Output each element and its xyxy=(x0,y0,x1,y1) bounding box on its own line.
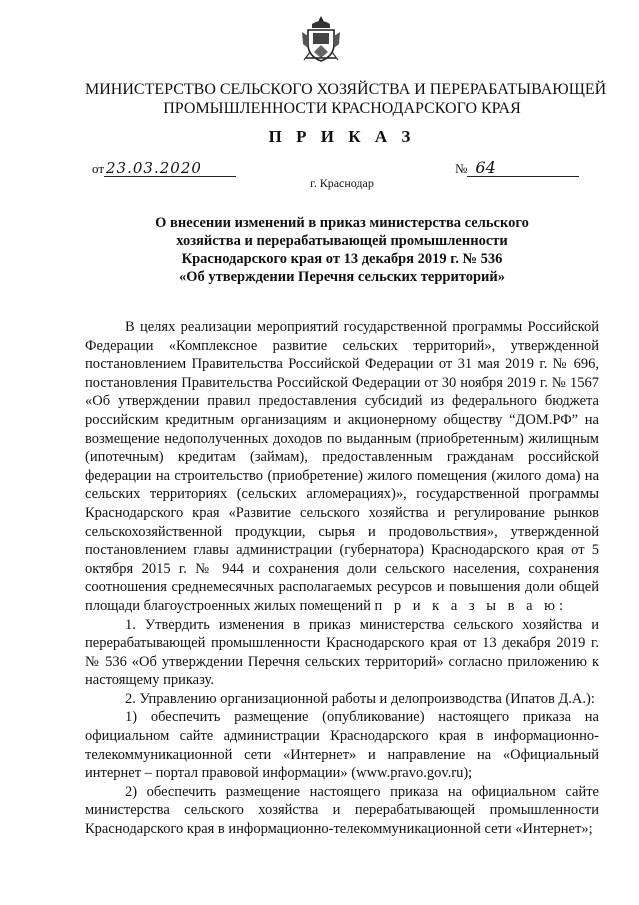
order-body xyxy=(85,318,599,839)
ministry-line-2: ПРОМЫШЛЕННОСТИ КРАСНОДАРСКОГО КРАЯ xyxy=(163,100,521,117)
item-2-2-paragraph: 2) обеспечить размещение настоящего приказа на официальном сайте министерства сельского хозяйства и перерабатывающей промышленности Краснодарского края в информационно-телекоммуникационной сети «Интернет»; xyxy=(85,783,599,838)
coat-of-arms-icon xyxy=(300,14,342,64)
preamble-text: В целях реализации мероприятий государственной программы Российской Федерации «Комплексное развитие сельских территорий», утвержденной постановлением Правительства Российской Федерации от 31 мая 2019 г. № 696, постановления Правительства Российской Федерации от 30 ноября 2019 г. № 1567 «Об утверждении правил предоставления субсидий из федерального бюджета российским кредитным организациям и акционерному обществу “ДОМ.РФ” на возмещение недополученных доходов по выданным (приобретенным) жилищным (ипотечным) кредитам (займам), предоставленным гражданам российской федерации на строительство (приобретение) жилого помещения (жилого дома) на сельских территориях (сельских агломерациях)», государственной программы Краснодарского края «Развитие сельского хозяйства и регулирование рынков сельскохозяйственной продукции, сырья и продовольствия», утвержденной постановлением главы администрации (губернатора) Краснодарского края от 5 октября 2015 г. № 944 и сохранения доли сельского населения, сохранения соотношения среднемесячных располагаемых ресурсов и повышения доли общей площади благоустроенных жилых помещений xyxy=(85,319,599,614)
date-value: 23.03.2020 xyxy=(104,160,236,177)
order-title: П Р И К А З xyxy=(268,127,416,146)
order-subject xyxy=(85,214,599,286)
item-2-paragraph: 2. Управлению организационной работы и делопроизводства (Ипатов Д.А.): xyxy=(125,690,595,707)
ministry-line-1: МИНИСТЕРСТВО СЕЛЬСКОГО ХОЗЯЙСТВА И ПЕРЕРАБАТЫВАЮЩЕЙ xyxy=(85,81,607,98)
item-1-paragraph: 1. Утвердить изменения в приказ министерства сельского хозяйства и перерабатывающей промышленности Краснодарского края от 13 декабря 2019 г. № 536 «Об утверждении Перечня сельских территорий» согласно приложению к настоящему приказу. xyxy=(85,616,599,689)
number-prefix: № xyxy=(455,161,468,176)
subject-line-4: «Об утверждении Перечня сельских территорий» xyxy=(178,269,506,285)
decree-word: п р и к а з ы в а ю: xyxy=(374,597,568,614)
ministry-name xyxy=(85,80,607,118)
subject-line-3: Краснодарского края от 13 декабря 2019 г. № 536 xyxy=(181,251,503,267)
number-value: 64 xyxy=(467,160,579,177)
date-prefix: от xyxy=(92,161,105,176)
order-date xyxy=(92,160,236,177)
subject-line-2: хозяйства и перерабатывающей промышленности xyxy=(176,233,508,249)
item-2-1-paragraph: 1) обеспечить размещение (опубликование) настоящего приказа на официальном сайте администрации Краснодарского края в информационно-телекоммуникационной сети «Интернет» и направление на «Официальный интернет – портал правовой информации» (www.pravo.gov.ru); xyxy=(85,709,599,782)
subject-line-1: О внесении изменений в приказ министерства сельского xyxy=(155,215,529,231)
order-number xyxy=(455,160,579,177)
preamble-paragraph xyxy=(85,318,599,616)
city: г. Краснодар xyxy=(310,176,374,190)
